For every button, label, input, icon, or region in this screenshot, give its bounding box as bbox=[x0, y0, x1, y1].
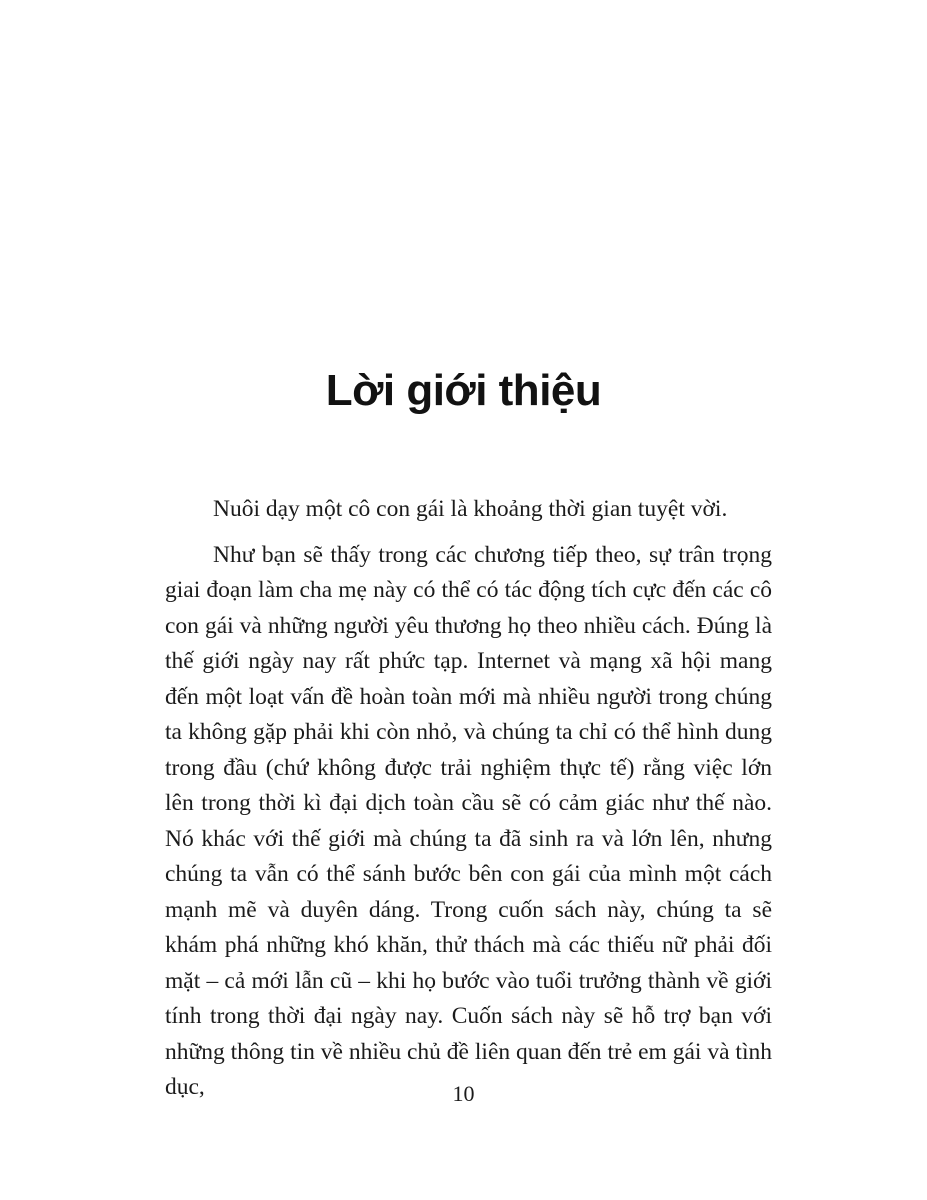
body-text bbox=[165, 492, 772, 1106]
chapter-title: Lời giới thiệu bbox=[325, 366, 602, 415]
page-number: 10 bbox=[452, 1081, 475, 1106]
paragraph-body: Như bạn sẽ thấy trong các chương tiếp theo, sự trân trọng giai đoạn làm cha mẹ này có thể có tác động tích cực đến các cô con gái và những người yêu thương họ theo nhiều cách. Đúng là thế giới ngày nay rất phức tạp. Internet và mạng xã hội mang đến một loạt vấn đề hoàn toàn mới mà nhiều người trong chúng ta không gặp phải khi còn nhỏ, và chúng ta chỉ có thể hình dung trong đầu (chứ không được trải nghiệm thực tế) rằng việc lớn lên trong thời kì đại dịch toàn cầu sẽ có cảm giác như thế nào. Nó khác với thế giới mà chúng ta đã sinh ra và lớn lên, nhưng chúng ta vẫn có thể sánh bước bên con gái của mình một cách mạnh mẽ và duyên dáng. Trong cuốn sách này, chúng ta sẽ khám phá những khó khăn, thử thách mà các thiếu nữ phải đối mặt – cả mới lẫn cũ – khi họ bước vào tuổi trưởng thành về giới tính trong thời đại ngày nay. Cuốn sách này sẽ hỗ trợ bạn với những thông tin về nhiều chủ đề liên quan đến trẻ em gái và tình dục, bbox=[165, 541, 772, 1100]
paragraph-intro: Nuôi dạy một cô con gái là khoảng thời gian tuyệt vời. bbox=[213, 496, 728, 522]
